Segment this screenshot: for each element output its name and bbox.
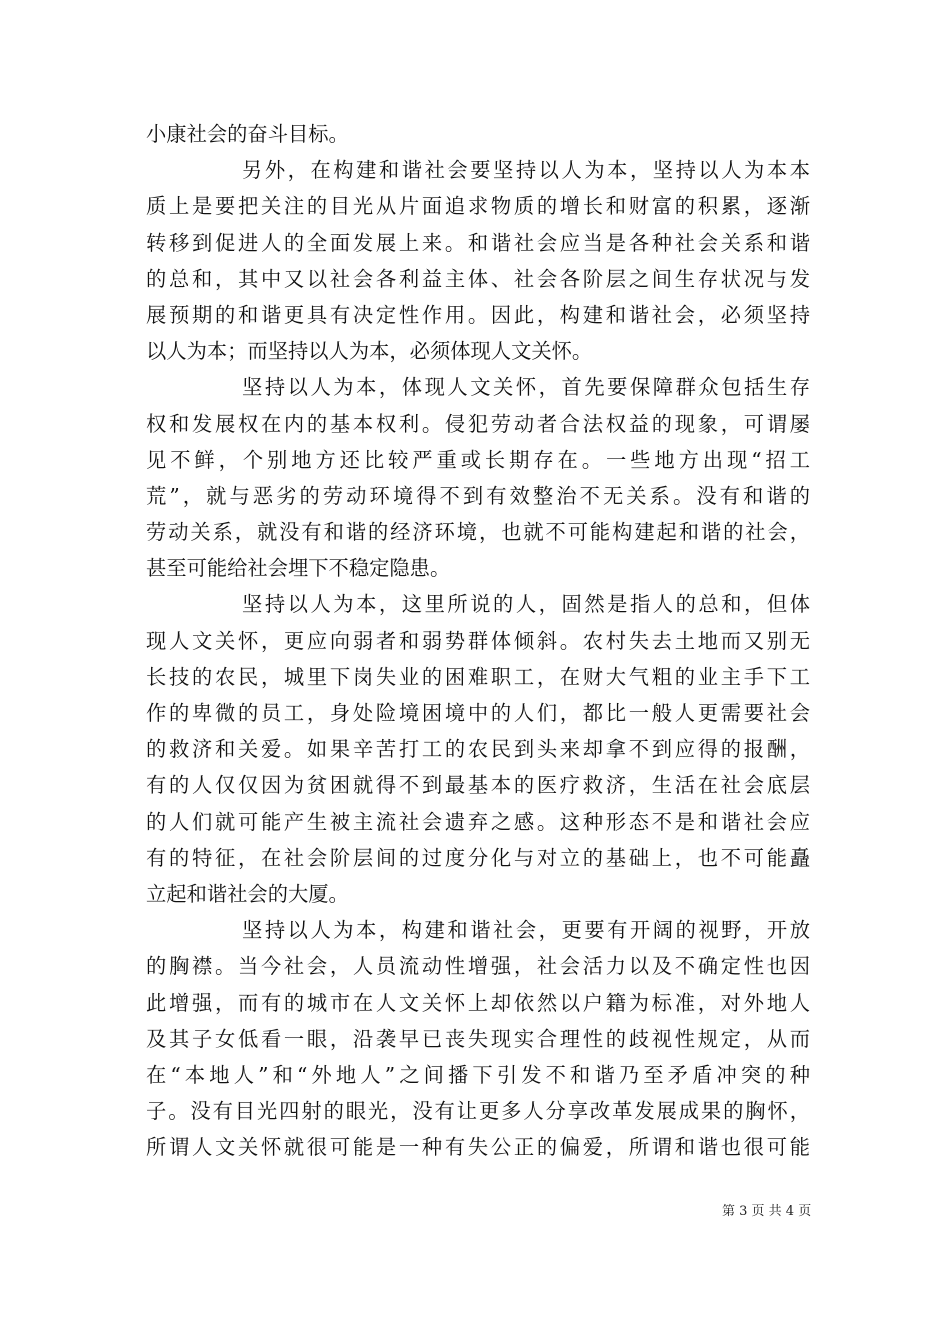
text-line: 荒”，就与恶劣的劳动环境得不到有效整治不无关系。没有和谐的 <box>146 483 810 508</box>
paragraph-first-line: 坚持以人为本，体现人文关怀，首先要保障群众包括生存 <box>242 375 810 400</box>
paragraph-first-line: 坚持以人为本，这里所说的人，固然是指人的总和，但体 <box>242 592 810 617</box>
text-line: 权和发展权在内的基本权利。侵犯劳动者合法权益的现象，可谓屡 <box>146 411 810 436</box>
text-line: 劳动关系，就没有和谐的经济环境，也就不可能构建起和谐的社会， <box>146 520 810 545</box>
text-line: 作的卑微的员工，身处险境困境中的人们，都比一般人更需要社会 <box>146 701 810 725</box>
text-line: 所谓人文关怀就很可能是一种有失公正的偏爱，所谓和谐也很可能 <box>146 1135 810 1160</box>
text-line: 的救济和关爱。如果辛苦打工的农民到头来却拿不到应得的报酬， <box>146 737 810 762</box>
text-line: 及其子女低看一眼，沿袭早已丧失现实合理性的歧视性规定，从而 <box>146 1026 810 1051</box>
text-line: 的总和，其中又以社会各利益主体、社会各阶层之间生存状况与发 <box>146 266 810 291</box>
text-line: 有的特征，在社会阶层间的过度分化与对立的基础上，也不可能矗 <box>146 845 810 870</box>
text-line: 在“本地人”和“外地人”之间播下引发不和谐乃至矛盾冲突的种 <box>146 1062 810 1087</box>
text-line: 长技的农民，城里下岗失业的困难职工，在财大气粗的业主手下工 <box>146 664 810 689</box>
page-number-footer: 第 3 页 共 4 页 <box>722 1204 812 1219</box>
text-line: 子。没有目光四射的眼光，没有让更多人分享改革发展成果的胸怀， <box>146 1099 810 1124</box>
paragraph-first-line: 另外，在构建和谐社会要坚持以人为本，坚持以人为本本 <box>242 158 810 183</box>
text-line: 立起和谐社会的大厦。 <box>146 881 349 906</box>
text-line: 有的人仅仅因为贫困就得不到最基本的医疗救济，生活在社会底层 <box>146 773 810 798</box>
text-line: 展预期的和谐更具有决定性作用。因此，构建和谐社会，必须坚持 <box>146 302 810 327</box>
text-line: 现人文关怀，更应向弱者和弱势群体倾斜。农村失去土地而又别无 <box>146 628 810 653</box>
paragraph-first-line: 坚持以人为本，构建和谐社会，更要有开阔的视野，开放 <box>242 918 810 943</box>
body-text <box>146 116 810 1165</box>
text-line: 甚至可能给社会埋下不稳定隐患。 <box>146 556 451 581</box>
text-line: 的胸襟。当今社会，人员流动性增强，社会活力以及不确定性也因 <box>146 954 810 979</box>
text-line: 以人为本；而坚持以人为本，必须体现人文关怀。 <box>146 339 593 364</box>
text-line: 质上是要把关注的目光从片面追求物质的增长和财富的积累，逐渐 <box>146 194 810 219</box>
text-line: 此增强，而有的城市在人文关怀上却依然以户籍为标准，对外地人 <box>146 990 810 1015</box>
text-line: 的人们就可能产生被主流社会遗弃之感。这种形态不是和谐社会应 <box>146 809 810 834</box>
text-line: 小康社会的奋斗目标。 <box>146 122 349 146</box>
text-line: 见不鲜，个别地方还比较严重或长期存在。一些地方出现“招工 <box>146 447 810 472</box>
text-line: 转移到促进人的全面发展上来。和谐社会应当是各种社会关系和谐 <box>146 230 810 255</box>
